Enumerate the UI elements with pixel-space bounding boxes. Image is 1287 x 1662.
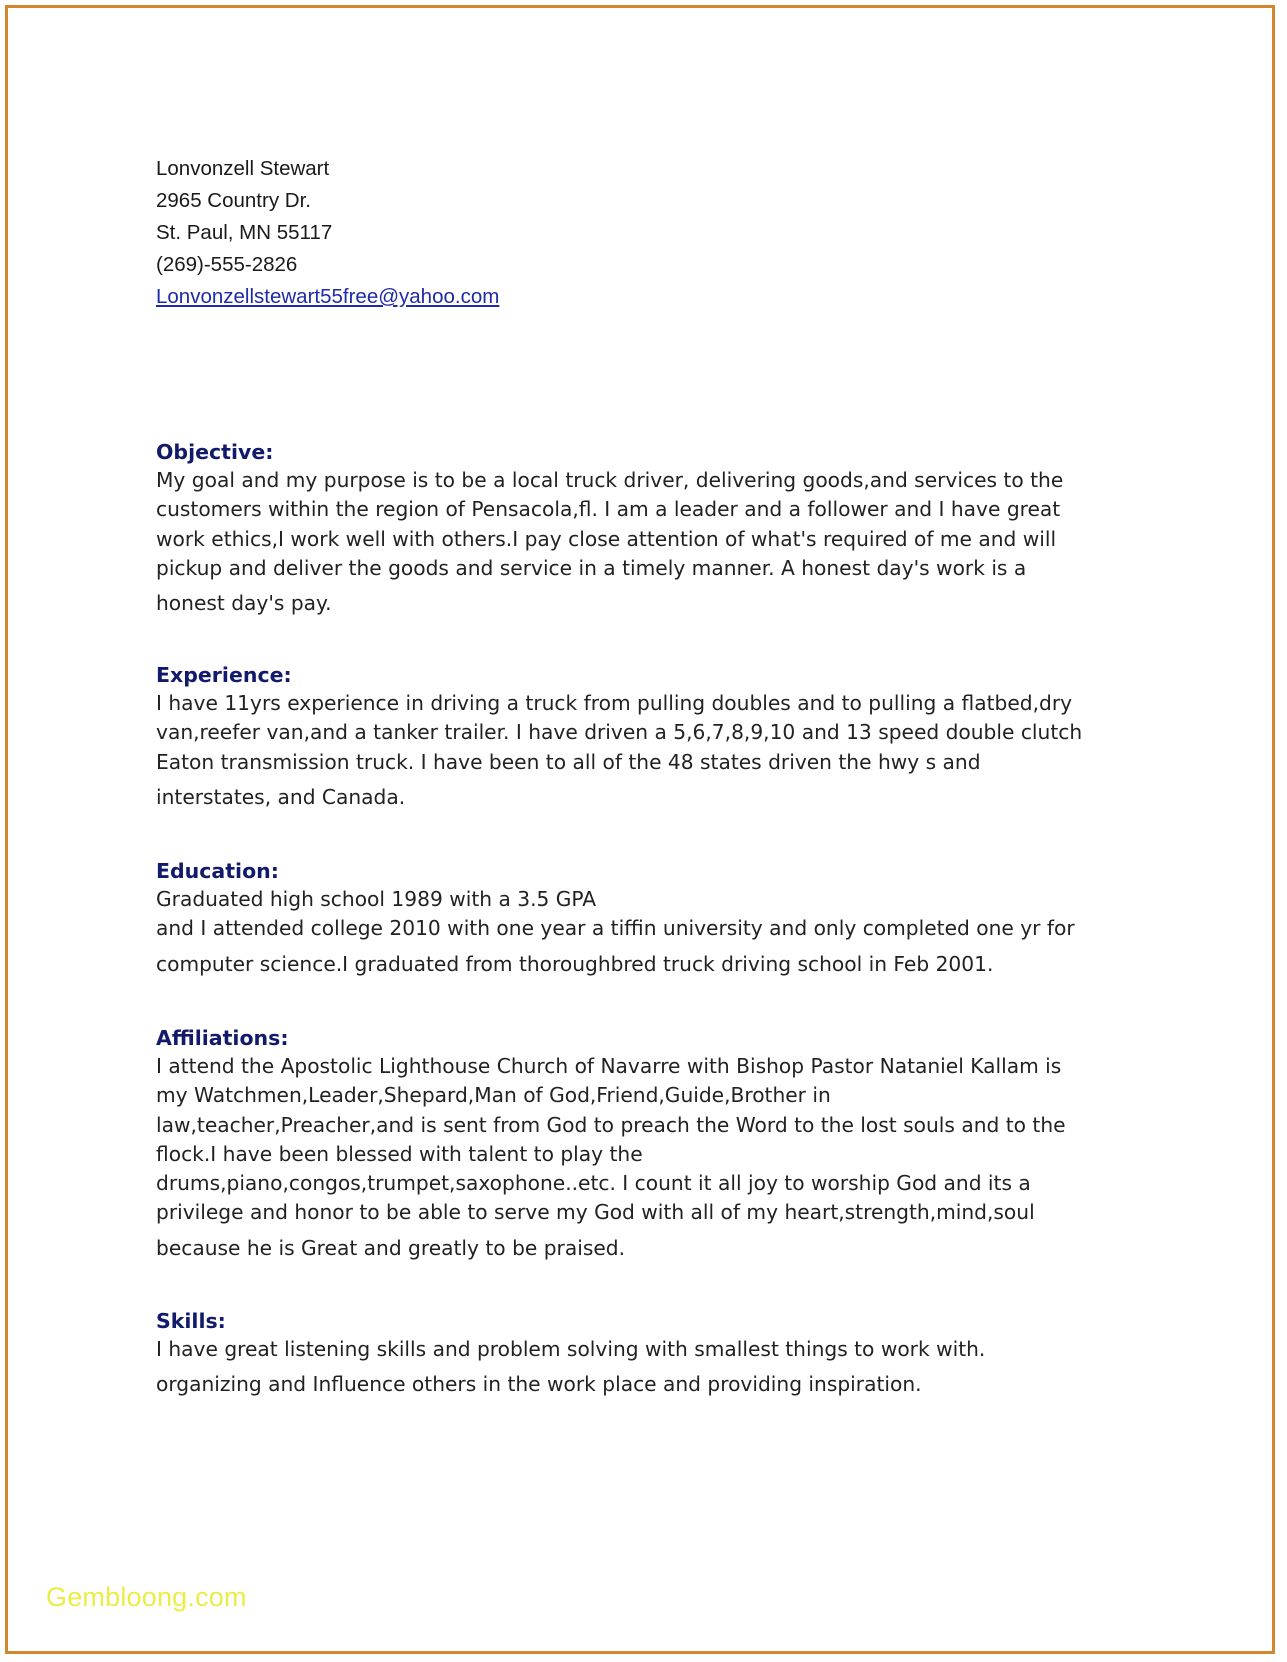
skills-text [156, 1335, 1146, 1400]
skills-heading: Skills: [156, 1309, 226, 1333]
text-line: and I attended college 2010 with one year a tiffin university and only completed one yr for [156, 916, 1075, 941]
education-section [156, 857, 1146, 979]
affiliations-section [156, 1024, 1146, 1263]
text-line: I have 11yrs experience in driving a truck from pulling doubles and to pulling a flatbed,dry [156, 691, 1073, 715]
education-heading: Education: [156, 859, 279, 883]
objective-heading: Objective: [156, 440, 274, 464]
experience-heading: Experience: [156, 663, 292, 687]
text-line: drums,piano,congos,trumpet,saxophone..etc. I count it all joy to worship God and its a [156, 1171, 1031, 1196]
contact-phone: (269)-555-2826 [156, 253, 298, 276]
text-line: privilege and honor to be able to serve my God with all of my heart,strength,mind,soul [156, 1200, 1035, 1225]
text-line: my Watchmen,Leader,Shepard,Man of God,Friend,Guide,Brother in [156, 1083, 831, 1108]
text-line: pickup and deliver the goods and service in a timely manner. A honest day's work is a [156, 555, 1027, 580]
text-line: van,reefer van,and a tanker trailer. I have driven a 5,6,7,8,9,10 and 13 speed double clutch [156, 720, 1083, 745]
text-line: computer science.I graduated from thoroughbred truck driving school in Feb 2001. [156, 951, 994, 976]
text-line: Eaton transmission truck. I have been to all of the 48 states driven the hwy s and [156, 749, 981, 774]
text-line: law,teacher,Preacher,and is sent from God to preach the Word to the lost souls and to the [156, 1112, 1066, 1137]
text-line: My goal and my purpose is to be a local truck driver, delivering goods,and services to the [156, 468, 1064, 492]
text-line: work ethics,I work well with others.I pay close attention of what's required of me and will [156, 526, 1057, 551]
objective-section [156, 438, 1146, 618]
affiliations-text [156, 1052, 1146, 1263]
text-line: flock.I have been blessed with talent to play the [156, 1141, 643, 1166]
experience-section [156, 661, 1146, 812]
watermark: Gembloong.com [46, 1582, 247, 1612]
text-line: because he is Great and greatly to be praised. [156, 1235, 625, 1260]
experience-text [156, 689, 1146, 812]
skills-section [156, 1307, 1146, 1400]
affiliations-heading: Affiliations: [156, 1026, 289, 1050]
text-line: Graduated high school 1989 with a 3.5 GPA [156, 887, 597, 911]
text-line: I have great listening skills and problem solving with smallest things to work with. [156, 1337, 986, 1361]
education-text [156, 885, 1146, 979]
objective-text [156, 466, 1146, 618]
contact-email-link[interactable]: Lonvonzellstewart55free@yahoo.com [156, 285, 500, 308]
text-line: organizing and Influence others in the work place and providing inspiration. [156, 1372, 922, 1397]
text-line: customers within the region of Pensacola,fl. I am a leader and a follower and I have great [156, 497, 1061, 522]
contact-name: Lonvonzell Stewart [156, 157, 330, 180]
text-line: I attend the Apostolic Lighthouse Church of Navarre with Bishop Pastor Nataniel Kallam is [156, 1054, 1062, 1078]
contact-city: St. Paul, MN 55117 [156, 221, 333, 244]
text-line: interstates, and Canada. [156, 784, 406, 809]
contact-street: 2965 Country Dr. [156, 189, 311, 212]
text-line: honest day's pay. [156, 591, 332, 616]
contact-block [156, 153, 499, 313]
